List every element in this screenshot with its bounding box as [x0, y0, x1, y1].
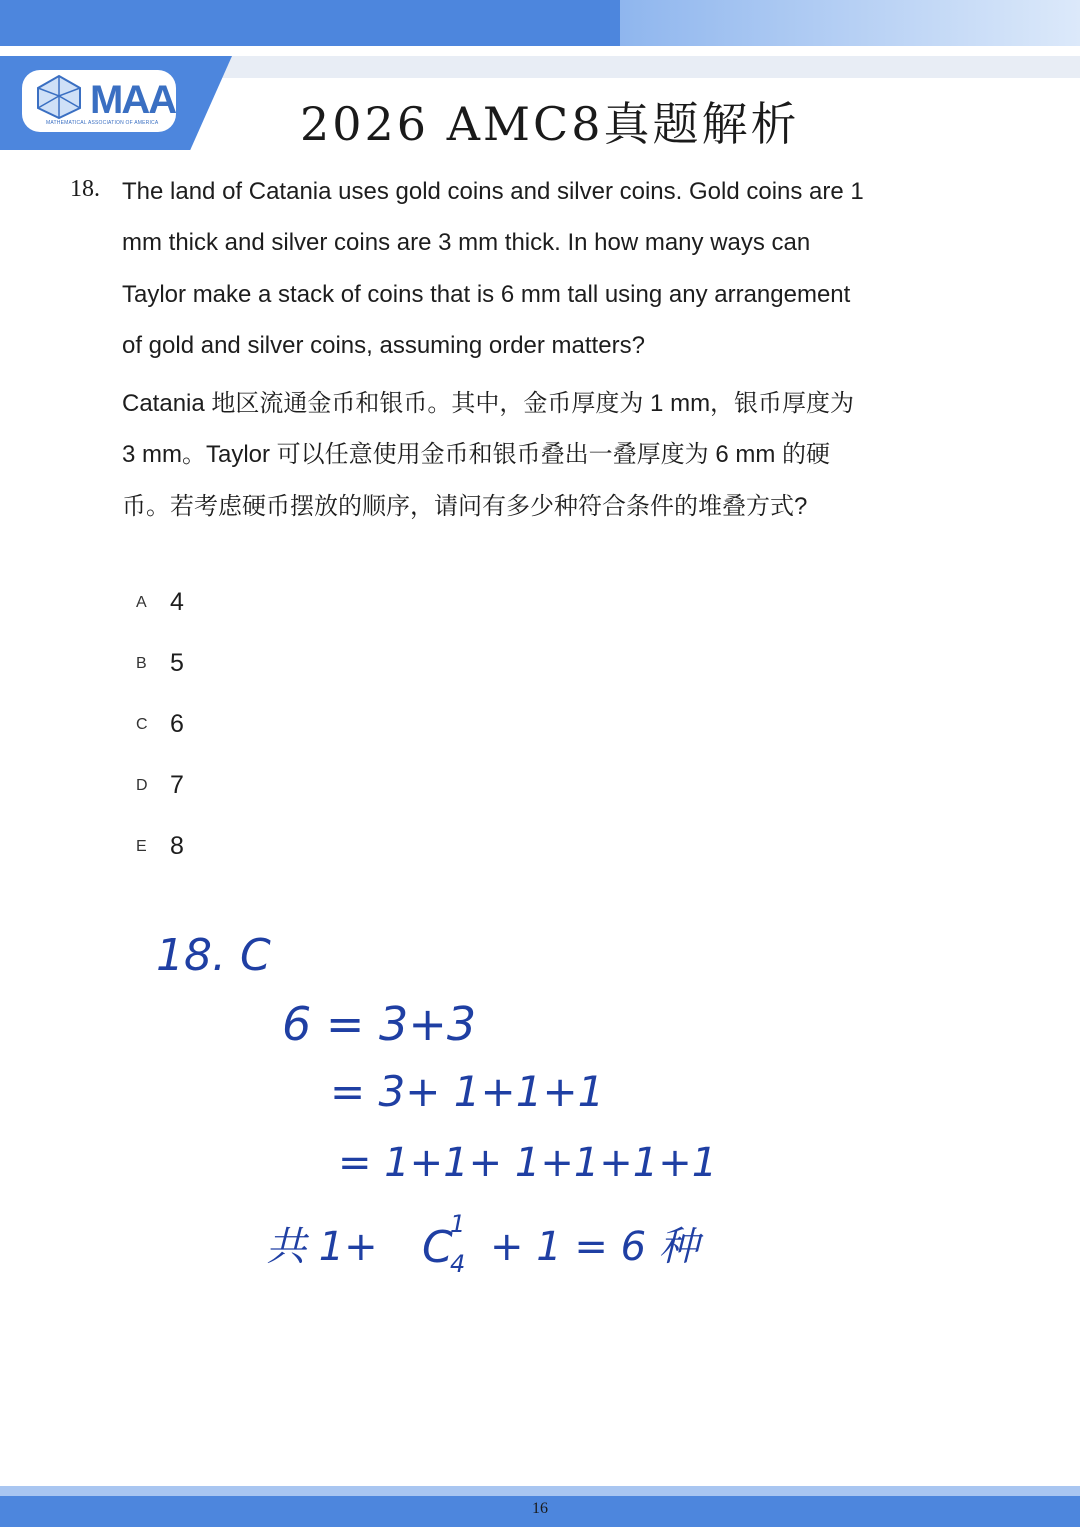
- option-letter: C: [136, 716, 148, 733]
- option-value: 4: [170, 588, 184, 616]
- hw-line-3: = 1+1+ 1+1+1+1: [338, 1140, 718, 1186]
- hw-line-4-sub: 4: [450, 1250, 466, 1278]
- question-line: Taylor make a stack of coins that is 6 mm tall using any arrangement: [122, 281, 851, 308]
- page-title: 2026 AMC8真题解析: [300, 97, 800, 151]
- question-line-zh: Catania 地区流通金币和银币。其中，金币厚度为 1 mm，银币厚度为: [122, 390, 855, 417]
- handwritten-solution: [150, 920, 770, 1290]
- question-line: The land of Catania uses gold coins and silver coins. Gold coins are 1: [122, 178, 864, 205]
- option-letter: D: [136, 777, 148, 794]
- option-letter: A: [136, 594, 147, 611]
- hw-line-4-comb: C: [422, 1222, 453, 1273]
- logo-subtitle: MATHEMATICAL ASSOCIATION OF AMERICA: [46, 120, 159, 126]
- hw-line-4-prefix: 共 1+: [266, 1224, 378, 1270]
- option-value: 5: [170, 649, 184, 677]
- footer-light-strip: [0, 1486, 1080, 1496]
- option-letter: E: [136, 838, 147, 855]
- logo-wordmark: MAA: [90, 78, 176, 122]
- hw-line-4-suffix: + 1 = 6 种: [490, 1224, 699, 1270]
- question-line: mm thick and silver coins are 3 mm thick. In how many ways can: [122, 229, 811, 256]
- question-number: 18.: [70, 176, 100, 202]
- hw-line-1: 6 = 3+3: [282, 997, 477, 1051]
- question-line-zh: 币。若考虑硬币摆放的顺序，请问有多少种符合条件的堆叠方式?: [122, 493, 808, 520]
- question-line-zh: 3 mm。Taylor 可以任意使用金币和银币叠出一叠厚度为 6 mm 的硬: [122, 441, 831, 468]
- option-value: 8: [170, 832, 184, 860]
- page-number: 16: [532, 1500, 548, 1517]
- option-value: 6: [170, 710, 184, 738]
- option-letter: B: [136, 655, 147, 672]
- hw-line-2: = 3+ 1+1+1: [330, 1067, 605, 1116]
- hw-line-4-sup: 1: [450, 1210, 466, 1238]
- option-value: 7: [170, 771, 184, 799]
- icosahedron-logo-icon: [34, 74, 84, 120]
- question-line: of gold and silver coins, assuming order matters?: [122, 332, 645, 359]
- header-top-band-highlight: [620, 0, 1080, 46]
- hw-answer: 18. C: [156, 930, 271, 981]
